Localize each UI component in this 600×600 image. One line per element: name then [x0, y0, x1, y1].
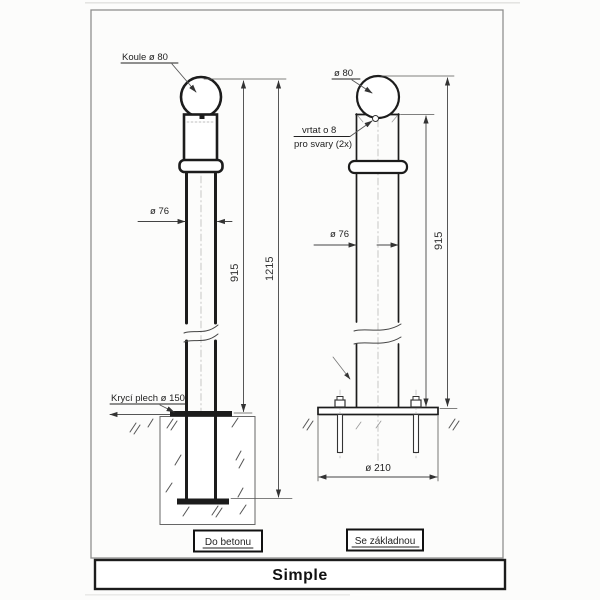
break-symbol — [354, 324, 401, 344]
height-1215-label: 1215 — [264, 256, 276, 281]
surface-marks — [356, 421, 381, 429]
scan-artifact-top — [85, 2, 520, 4]
tube-diameter-label: ø 76 — [150, 206, 170, 217]
anchor-bolt-left — [335, 390, 345, 458]
tube — [356, 114, 399, 407]
height-915-label: 915 — [433, 231, 445, 250]
drill-hole — [373, 116, 379, 122]
collar-ring — [349, 161, 407, 173]
caption-text: Do betonu — [204, 537, 252, 548]
dimension-915 — [381, 76, 457, 409]
base-plate — [318, 408, 438, 415]
caption-do-betonu — [194, 531, 262, 552]
drill-note-line2: pro svary (2x) — [294, 139, 353, 150]
tube-diameter-label: ø 76 — [330, 229, 350, 240]
ground-hatching-left — [130, 419, 153, 434]
drill-note-group — [294, 121, 372, 150]
caption-text: Se základnou — [354, 536, 416, 547]
cover-plate-label: Krycí plech ø 150 — [111, 393, 185, 404]
left-bollard-view — [110, 52, 292, 552]
title-block — [95, 560, 505, 589]
collar-ring — [180, 160, 223, 172]
sphere — [357, 76, 399, 118]
concrete-foundation — [160, 417, 255, 525]
leader-to-base — [333, 357, 350, 379]
drawing-title: Simple — [272, 567, 328, 584]
right-bollard-view — [294, 68, 459, 551]
caption-se-zakladnou — [347, 530, 423, 551]
sheet-frame — [91, 10, 503, 558]
bottom-plate — [177, 499, 229, 505]
sphere — [181, 77, 221, 117]
sphere-diameter-label: ø 80 — [334, 68, 354, 79]
drill-note-line1: vrtat o 8 — [302, 125, 337, 136]
cover-plate — [170, 411, 232, 417]
cover-plate-label-group — [110, 393, 186, 412]
height-915-label: 915 — [229, 263, 241, 282]
anchor-bolt-right — [411, 390, 421, 458]
base-diameter-label: ø 210 — [365, 463, 391, 474]
weld-hole — [200, 114, 205, 119]
scan-artifact-bottom — [85, 594, 350, 596]
sphere-label: Koule ø 80 — [122, 52, 168, 63]
